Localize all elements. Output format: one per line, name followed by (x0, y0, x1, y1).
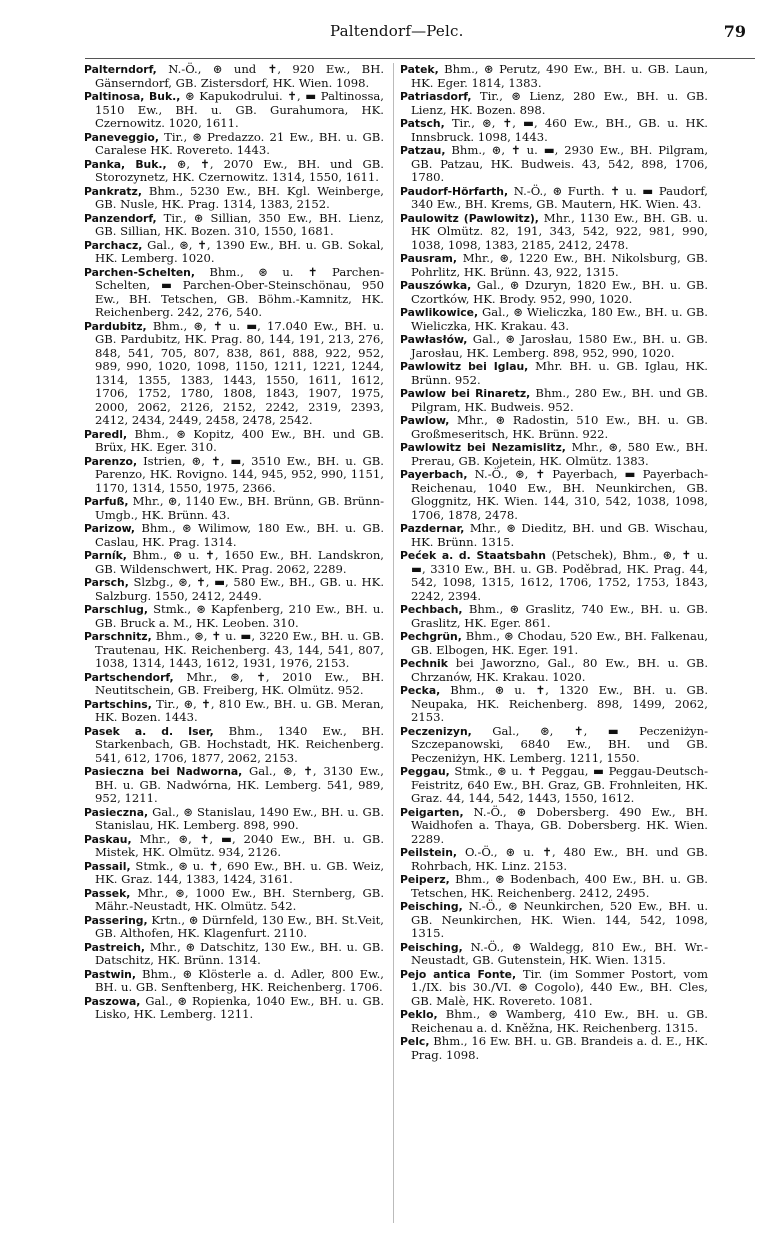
entry-text: Bhm., 1340 Ew., BH. Starkenbach, GB. Hochstadt, HK. Reichenberg. 541, 612, 1706, 1877, 2062, 2153. (95, 723, 384, 765)
gazetteer-entry (400, 765, 708, 806)
entry-headword: Palterndorf, (84, 63, 157, 76)
entry-headword: Paulowitz (Pawlowitz), (400, 211, 539, 225)
gazetteer-entry (84, 63, 384, 90)
entry-text: Gal., ⊛, ✝, ▬ Peczeniżyn-Szczepanowski, 6840 Ew., BH. und GB. Peczeniżyn, HK. Lemberg. 1211, 1550. (411, 723, 708, 765)
gazetteer-entry (84, 806, 384, 833)
gazetteer-entry (400, 90, 708, 117)
entry-text: Mhr., ⊛, 580 Ew., BH. Prerau, GB. Kojetein, HK. Olmütz. 1383. (411, 440, 709, 468)
gazetteer-entry (84, 968, 384, 995)
gazetteer-entry (400, 725, 708, 766)
entry-headword: Pastwin, (84, 967, 136, 981)
entry-headword: Peigarten, (400, 805, 464, 819)
gazetteer-entry (84, 320, 384, 428)
entry-text: Mhr., ⊛ Datschitz, 130 Ew., BH. u. GB. Datschitz, HK. Brünn. 1314. (95, 939, 384, 967)
entry-text: Gal., ⊛ Ropienka, 1040 Ew., BH. u. GB. Lisko, HK. Lemberg. 1211. (95, 993, 385, 1021)
gazetteer-entry (400, 684, 708, 725)
entry-headword: Patek, (400, 63, 439, 76)
entry-text: Bhm., ⊛, ✝ u. ▬, 3220 Ew., BH. u. GB. Trautenau, HK. Reichenberg. 43, 144, 541, 807, 1038, 1314, 1443, 1612, 1931, 1976, 2153. (95, 629, 385, 670)
entry-text: Bhm., ⊛ Chodau, 520 Ew., BH. Falkenau, GB. Elbogen, HK. Eger. 191. (411, 629, 709, 657)
entry-text: Bhm., ⊛ Kopitz, 400 Ew., BH. und GB. Brüx, HK. Eger. 310. (95, 426, 384, 454)
entry-headword: Pejo antica Fonte, (400, 967, 517, 981)
gazetteer-entry (400, 603, 708, 630)
gazetteer-entry (400, 549, 708, 603)
entry-headword: Peilstein, (400, 846, 458, 859)
gazetteer-entry (400, 360, 708, 387)
entry-text: Bhm., 5230 Ew., BH. Kgl. Weinberge, GB. Nusle, HK. Prag. 1314, 1383, 2152. (95, 183, 384, 211)
entry-text: Slzbg., ⊛, ✝, ▬, 580 Ew., BH., GB. u. HK. Salzburg. 1550, 2412, 2449. (95, 575, 385, 603)
entry-text: Gal., ⊛ Wieliczka, 180 Ew., BH. u. GB. Wieliczka, HK. Krakau. 43. (411, 305, 708, 333)
entry-headword: Pauszówka, (400, 279, 472, 292)
entry-text: Gal., ⊛ Jarosłau, 1580 Ew., BH. u. GB. Jarosłau, HK. Lemberg. 898, 952, 990, 1020. (411, 332, 708, 360)
gazetteer-entry (84, 941, 384, 968)
entry-headword: Paredl, (84, 427, 128, 441)
entry-text: Bhm., ⊛ Perutz, 490 Ew., BH. u. GB. Laun, HK. Eger. 1814, 1383. (411, 62, 709, 90)
entry-headword: Peklo, (400, 1008, 438, 1021)
gazetteer-entry (400, 1008, 708, 1035)
gazetteer-entry (84, 914, 384, 941)
entry-headword: Parenzo, (84, 454, 138, 468)
gazetteer-entry (84, 765, 384, 806)
gazetteer-entry (84, 522, 384, 549)
gazetteer-entry (400, 63, 708, 90)
gazetteer-entry (84, 212, 384, 239)
gazetteer-entry (400, 185, 708, 212)
gazetteer-entry (84, 576, 384, 603)
entry-text: Bhm., ⊛ Bodenbach, 400 Ew., BH. u. GB. Tetschen, HK. Reichenberg. 2412, 2495. (411, 872, 708, 900)
entry-headword: Pankratz, (84, 184, 142, 198)
entry-headword: Paneveggio, (84, 130, 159, 144)
gazetteer-entry (400, 212, 708, 253)
entry-headword: Patriasdorf, (400, 90, 472, 103)
gazetteer-entry (400, 873, 708, 900)
gazetteer-entry (84, 833, 384, 860)
entry-headword: Partschins, (84, 697, 152, 711)
entry-headword: Partschendorf, (84, 670, 174, 684)
gazetteer-entry (84, 887, 384, 914)
entry-headword: Peggau, (400, 765, 450, 778)
entry-text: Bhm., ⊛ Wilimow, 180 Ew., BH. u. GB. Caslau, HK. Prag. 1314. (95, 521, 385, 549)
gazetteer-entry (400, 630, 708, 657)
gazetteer-entry (400, 333, 708, 360)
gazetteer-entry (400, 941, 708, 968)
entry-text: N.-Ö., ⊛ Neunkirchen, 520 Ew., BH. u. GB. Neunkirchen, HK. Wien. 144, 542, 1098, 1315. (411, 899, 709, 940)
gazetteer-entry (400, 306, 708, 333)
gazetteer-entry (84, 455, 384, 496)
gazetteer-entry (84, 131, 384, 158)
entry-text: Tir., ⊛ Lienz, 280 Ew., BH. u. GB. Lienz, HK. Bozen. 898. (411, 89, 708, 117)
entry-text: Gal., ⊛ Dzuryn, 1820 Ew., BH. u. GB. Czortków, HK. Brody. 952, 990, 1020. (411, 278, 709, 306)
entry-text: Tir., ⊛, ✝, ▬, 460 Ew., BH., GB. u. HK. Innsbruck. 1098, 1443. (411, 116, 708, 144)
entry-headword: Paszowa, (84, 994, 141, 1008)
gazetteer-entry (84, 671, 384, 698)
entry-text: Mhr., 1130 Ew., BH. GB. u. HK Olmütz. 82, 191, 343, 542, 922, 981, 990, 1038, 1098, 1383, 2185, 2412, 2478. (411, 210, 708, 252)
entry-text: Bhm., ⊛ u. ✝, 1650 Ew., BH. Landskron, GB. Wildenschwert, HK. Prag. 2062, 2289. (95, 548, 384, 576)
gazetteer-entry (400, 414, 708, 441)
entry-headword: Parfuß, (84, 495, 129, 508)
gazetteer-entry (400, 522, 708, 549)
gazetteer-entry (84, 158, 384, 185)
gazetteer-entry (400, 1035, 708, 1062)
entry-headword: Parschlug, (84, 603, 148, 616)
entry-headword: Paudorf-Hörfarth, (400, 184, 509, 198)
entry-text: Stmk., ⊛ u. ✝, 690 Ew., BH. u. GB. Weiz, HK. Graz. 144, 1383, 1424, 3161. (95, 858, 385, 886)
entry-headword: Pawlowitz bei Iglau, (400, 360, 529, 373)
entry-text: Bhm., ⊛ Wamberg, 410 Ew., BH. u. GB. Reichenau a. d. Kněžna, HK. Reichenberg. 1315. (411, 1007, 708, 1035)
entry-text: Istrien, ⊛, ✝, ▬, 3510 Ew., BH. u. GB. Parenzo, HK. Rovigno. 144, 945, 952, 990, 1151, 1170, 1314, 1550, 1975, 2366. (95, 453, 384, 495)
entry-headword: Parsch, (84, 576, 129, 589)
entry-text: Bhm., 16 Ew. BH. u. GB. Brandeis a. d. E., HK. Prag. 1098. (411, 1034, 709, 1062)
entry-text: Mhr., ⊛, 1000 Ew., BH. Sternberg, GB. Mähr.-Neustadt, HK. Olmütz. 542. (95, 885, 385, 913)
entry-headword: Parschnitz, (84, 630, 152, 643)
entry-headword: Pechbach, (400, 603, 463, 616)
gazetteer-entry (84, 428, 384, 455)
gazetteer-entry (84, 495, 384, 522)
entry-text: Gal., ⊛ Stanislau, 1490 Ew., BH. u. GB. Stanislau, HK. Lemberg. 898, 990. (95, 804, 385, 832)
entry-text: Mhr., ⊛ Dieditz, BH. und GB. Wischau, HK. Brünn. 1315. (411, 521, 708, 549)
entry-headword: Parchen-Schelten, (84, 265, 195, 279)
gazetteer-entry (84, 995, 384, 1022)
gazetteer-entry (84, 90, 384, 131)
entry-text: N.-Ö., ⊛ und ✝, 920 Ew., BH. Gänserndorf, GB. Zistersdorf, HK. Wien. 1098. (95, 62, 385, 90)
entry-headword: Peisching, (400, 900, 463, 913)
entry-headword: Payerbach, (400, 468, 468, 481)
gazetteer-entry (84, 549, 384, 576)
entry-text: Bhm., ⊛ Graslitz, 740 Ew., BH. u. GB. Graslitz, HK. Eger. 861. (411, 602, 709, 630)
entry-headword: Parchacz, (84, 238, 143, 252)
entry-headword: Pawlow bei Rinaretz, (400, 387, 531, 400)
entry-text: Bhm., 280 Ew., BH. und GB. Pilgram, HK. Budweis. 952. (411, 386, 708, 414)
entry-headword: Paskau, (84, 832, 132, 846)
entry-text: Tir., ⊛, ✝, 810 Ew., BH. u. GB. Meran, HK. Bozen. 1443. (95, 696, 384, 724)
entry-headword: Patzau, (400, 144, 446, 157)
entry-headword: Pasek a. d. Iser, (84, 724, 214, 738)
entry-headword: Pawlowitz bei Nezamislitz, (400, 441, 566, 454)
entry-headword: Pastreich, (84, 940, 146, 954)
entry-text: Bhm., ⊛ u. ✝ Parchen-Schelten, ▬ Parchen-Ober-Steinschönau, 950 Ew., BH. Tetschen, GB. Böhm.-Kamnitz, HK. Reichenberg. 242, 276, 540. (95, 264, 384, 319)
right-column (400, 63, 708, 1062)
entry-text: Bhm., ⊛ u. ✝, 1320 Ew., BH. u. GB. Neupaka, HK. Reichenberg. 898, 1499, 2062, 2153. (411, 683, 709, 724)
entry-text: Bhm., ⊛, ✝ u. ▬, 2930 Ew., BH. Pilgram, GB. Patzau, HK. Budweis. 43, 542, 898, 1706, 1780. (411, 143, 709, 184)
entry-headword: Passail, (84, 859, 131, 873)
entry-headword: Peczenizyn, (400, 724, 472, 738)
entry-text: O.-Ö., ⊛ u. ✝, 480 Ew., BH. und GB. Rohrbach, HK. Linz. 2153. (411, 845, 708, 873)
page-number: 79 (723, 22, 746, 41)
entry-headword: Parizow, (84, 522, 136, 535)
entry-text: (Petschek), Bhm., ⊛, ✝ u. ▬, 3310 Ew., BH. u. GB. Poděbrad, HK. Prag. 44, 542, 1098, 1315, 1612, 1706, 1752, 1753, 1843, 2242, 2394. (411, 548, 708, 603)
entry-text: N.-Ö., ⊛ Waldegg, 810 Ew., BH. Wr.-Neustadt, GB. Gutenstein, HK. Wien. 1315. (411, 939, 708, 967)
entry-text: Bhm., ⊛ Klösterle a. d. Adler, 800 Ew., BH. u. GB. Senftenberg, HK. Reichenberg. 1706. (95, 966, 384, 994)
gazetteer-entry (400, 468, 708, 522)
gazetteer-entry (400, 968, 708, 1009)
entry-text: Krtn., ⊛ Dürnfeld, 130 Ew., BH. St.Veit, GB. Althofen, HK. Klagenfurt. 2110. (95, 912, 384, 940)
entry-text: Tir., ⊛ Predazzo. 21 Ew., BH. u. GB. Caralese HK. Rovereto. 1443. (95, 129, 385, 157)
gazetteer-entry (400, 657, 708, 684)
gazetteer-entry (400, 387, 708, 414)
entry-headword: Paltinosa, Buk., (84, 90, 181, 103)
entry-headword: Pawlow, (400, 414, 450, 427)
entry-text: bei Jaworzno, Gal., 80 Ew., BH. u. GB. Chrzanów, HK. Krakau. 1020. (411, 656, 709, 684)
page-header (0, 22, 779, 50)
entry-headword: Pausram, (400, 252, 457, 265)
entry-headword: Pasieczna, (84, 805, 149, 819)
entry-headword: Pawłasłów, (400, 333, 468, 346)
gazetteer-entry (400, 900, 708, 941)
entry-headword: Passering, (84, 913, 148, 927)
entry-text: Mhr., ⊛, 1220 Ew., BH. Nikolsburg, GB. Pohrlitz, HK. Brünn. 43, 922, 1315. (411, 251, 708, 279)
entry-headword: Patsch, (400, 117, 445, 130)
entry-text: Tir., ⊛ Sillian, 350 Ew., BH. Lienz, GB. Sillian, HK. Bozen. 310, 1550, 1681. (95, 210, 384, 238)
entry-text: N.-Ö., ⊛ Dobersberg. 490 Ew., BH. Waidhofen a. Thaya, GB. Dobersberg. HK. Wien. 2289. (411, 804, 708, 846)
gazetteer-entry (84, 860, 384, 887)
entry-text: Tir. (im Sommer Postort, vom 1./IX. bis 30./VI. ⊛ Cogolo), 440 Ew., BH. Cles, GB. Malè, HK. Rovereto. 1081. (411, 966, 708, 1008)
entry-headword: Pawlikowice, (400, 306, 479, 319)
entry-text: N.-Ö., ⊛ Furth. ✝ u. ▬ Paudorf, 340 Ew., BH. Krems, GB. Mautern, HK. Wien. 43. (411, 183, 708, 211)
gazetteer-entry (400, 846, 708, 873)
entry-text: ⊛, ✝, 2070 Ew., BH. und GB. Storozynetz, HK. Czernowitz. 1314, 1550, 1611. (95, 156, 384, 184)
entry-text: Bhm., ⊛, ✝ u. ▬, 17.040 Ew., BH. u. GB. Pardubitz, HK. Prag. 80, 144, 191, 213, 276, 848, 541, 705, 807, 838, 861, 888, 922, 952, 989, 990, 1020, 1098, 1150, 1211, 1221, 1244, 1314, 1355, 1383, 1443, 1550, 1611, 1612, 1706, 1752, 1780, 1808, 1843, 1907, 1975, 2000, 2062, 2126, 2152, 2242, 2319, 2393, 2412, 2434, 2449, 2458, 2478, 2542. (95, 318, 385, 427)
entry-text: Gal., ⊛, ✝, 3130 Ew., BH. u. GB. Nadwórna, HK. Lemberg. 541, 989, 952, 1211. (95, 764, 384, 805)
gazetteer-entry (84, 698, 384, 725)
entry-headword: Pasieczna bei Nadworna, (84, 765, 243, 778)
column-divider (393, 63, 394, 1223)
entry-headword: Passek, (84, 886, 131, 900)
entry-headword: Parník, (84, 549, 127, 562)
entry-text: Gal., ⊛, ✝, 1390 Ew., BH. u. GB. Sokal, HK. Lemberg. 1020. (95, 237, 384, 265)
gazetteer-entry (400, 441, 708, 468)
gazetteer-entry (400, 806, 708, 847)
gazetteer-entry (84, 630, 384, 671)
entry-headword: Panka, Buk., (84, 157, 167, 171)
entry-text: Stmk., ⊛ Kapfenberg, 210 Ew., BH. u. GB. Bruck a. M., HK. Leoben. 310. (95, 602, 385, 630)
entry-text: N.-Ö., ⊛, ✝ Payerbach, ▬ Payerbach-Reichenau, 1040 Ew., BH. Neunkirchen, GB. Gloggnitz, HK. Wien. 144, 310, 542, 1038, 1098, 1706, 1878, 2478. (411, 467, 708, 522)
left-column (84, 63, 384, 1022)
running-head: Paltendorf—Pelc. (330, 22, 464, 40)
gazetteer-entry (400, 279, 708, 306)
entry-headword: Pelc, (400, 1035, 430, 1048)
entry-headword: Pardubitz, (84, 319, 147, 333)
entry-headword: Pećek a. d. Staatsbahn (400, 549, 546, 562)
gazetteer-entry (84, 266, 384, 320)
entry-headword: Pechgrün, (400, 630, 462, 643)
entry-headword: Panzendorf, (84, 211, 157, 225)
gazetteer-entry (84, 185, 384, 212)
header-rule (85, 58, 755, 59)
gazetteer-entry (84, 239, 384, 266)
gazetteer-entry (400, 252, 708, 279)
gazetteer-entry (84, 603, 384, 630)
entry-headword: Pechnik (400, 657, 448, 670)
gazetteer-entry (400, 144, 708, 185)
entry-headword: Pecka, (400, 684, 441, 697)
entry-text: Mhr., ⊛, ✝, 2010 Ew., BH. Neutitschein, GB. Freiberg, HK. Olmütz. 952. (95, 669, 385, 697)
entry-headword: Peiperz, (400, 873, 450, 886)
entry-text: ⊛ Kapukodrului. ✝, ▬ Paltinossa, 1510 Ew., BH. u. GB. Gurahumora, HK. Czernowitz. 1020, 1611. (95, 89, 384, 130)
entry-text: Mhr. BH. u. GB. Iglau, HK. Brünn. 952. (411, 359, 708, 387)
entry-text: Mhr., ⊛ Radostin, 510 Ew., BH. u. GB. Großmeseritsch, HK. Brünn. 922. (411, 413, 708, 441)
entry-headword: Peisching, (400, 940, 463, 954)
gazetteer-entry (84, 725, 384, 766)
entry-text: Mhr., ⊛, 1140 Ew., BH. Brünn, GB. Brünn-Umgb., HK. Brünn. 43. (95, 494, 385, 522)
entry-text: Stmk., ⊛ u. ✝ Peggau, ▬ Peggau-Deutsch-Feistritz, 640 Ew., BH. Graz, GB. Frohnleiten, HK. Graz. 44, 144, 542, 1443, 1550, 1612. (411, 764, 708, 805)
entry-text: Mhr., ⊛, ✝, ▬, 2040 Ew., BH. u. GB. Mistek, HK. Olmütz. 934, 2126. (95, 831, 385, 859)
entry-headword: Pazdernar, (400, 522, 465, 535)
gazetteer-entry (400, 117, 708, 144)
